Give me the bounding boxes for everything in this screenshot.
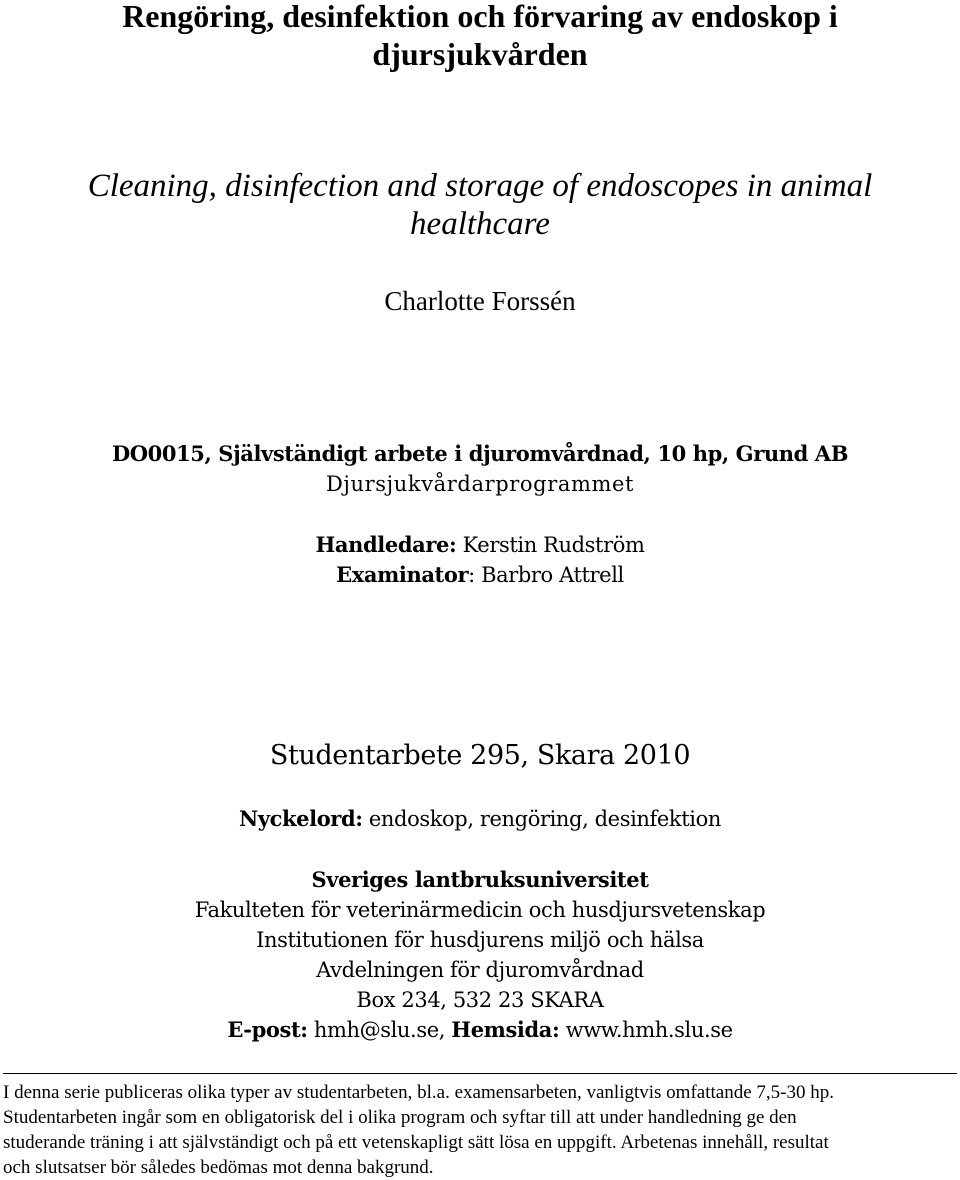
keywords-label: Nyckelord: [239,806,363,831]
postal-address: Box 234, 532 23 SKARA [356,988,604,1012]
faculty-name: Fakulteten för veterinärmedicin och husdjursvetenskap [194,898,766,922]
series-note-line-4: och slutsatser bör således bedömas mot denna bakgrund. [3,1157,434,1178]
page-title-line-1: Rengöring, desinfektion och förvaring av endoskop i [122,0,838,34]
series-note-line-3: studerande träning i att självständigt och på ett vetenskapligt sätt lösa en uppgift. Arbetenas innehåll, resultat [3,1132,829,1153]
website-address: www.hmh.slu.se [559,1018,733,1042]
supervisor-line [0,530,960,560]
series-note-line-2: Studentarbeten ingår som en obligatorisk del i olika program och syftar till att under handledning ge den [3,1107,797,1128]
keywords-value: endoskop, rengöring, desinfektion [362,807,721,831]
contact-line [0,1015,960,1045]
examiner-name: : Barbro Attrell [468,563,624,587]
university-name: Sveriges lantbruksuniversitet [311,867,649,892]
examiner-label: Examinator [336,562,469,587]
institution-name: Institutionen för husdjurens miljö och hälsa [256,928,704,952]
examiner-line [0,560,960,590]
subtitle-line-2: healthcare [410,206,550,242]
program-name: Djursjukvårdarprogrammet [325,472,635,496]
footer-divider [3,1073,957,1074]
supervisor-name: Kerstin Rudström [456,533,645,557]
website-label: Hemsida: [451,1017,560,1042]
page-title-line-2: djursjukvården [372,36,588,72]
report-number: Studentarbete 295, Skara 2010 [269,740,691,771]
course-info: DO0015, Självständigt arbete i djuromvårdnad, 10 hp, Grund AB [111,441,849,466]
subtitle-line-1: Cleaning, disinfection and storage of endoscopes in animal [87,168,873,204]
series-note-line-1: I denna serie publiceras olika typer av studentarbeten, bl.a. examensarbeten, vanligtvis omfattande 7,5-30 hp. [3,1082,834,1103]
email-address: hmh@slu.se, [307,1018,452,1042]
keywords-line [0,804,960,834]
author-name: Charlotte Forssén [384,286,576,316]
email-label: E-post: [227,1017,308,1042]
series-note [3,1080,957,1180]
supervisor-label: Handledare: [315,532,457,557]
division-name: Avdelningen för djuromvårdnad [316,958,644,982]
